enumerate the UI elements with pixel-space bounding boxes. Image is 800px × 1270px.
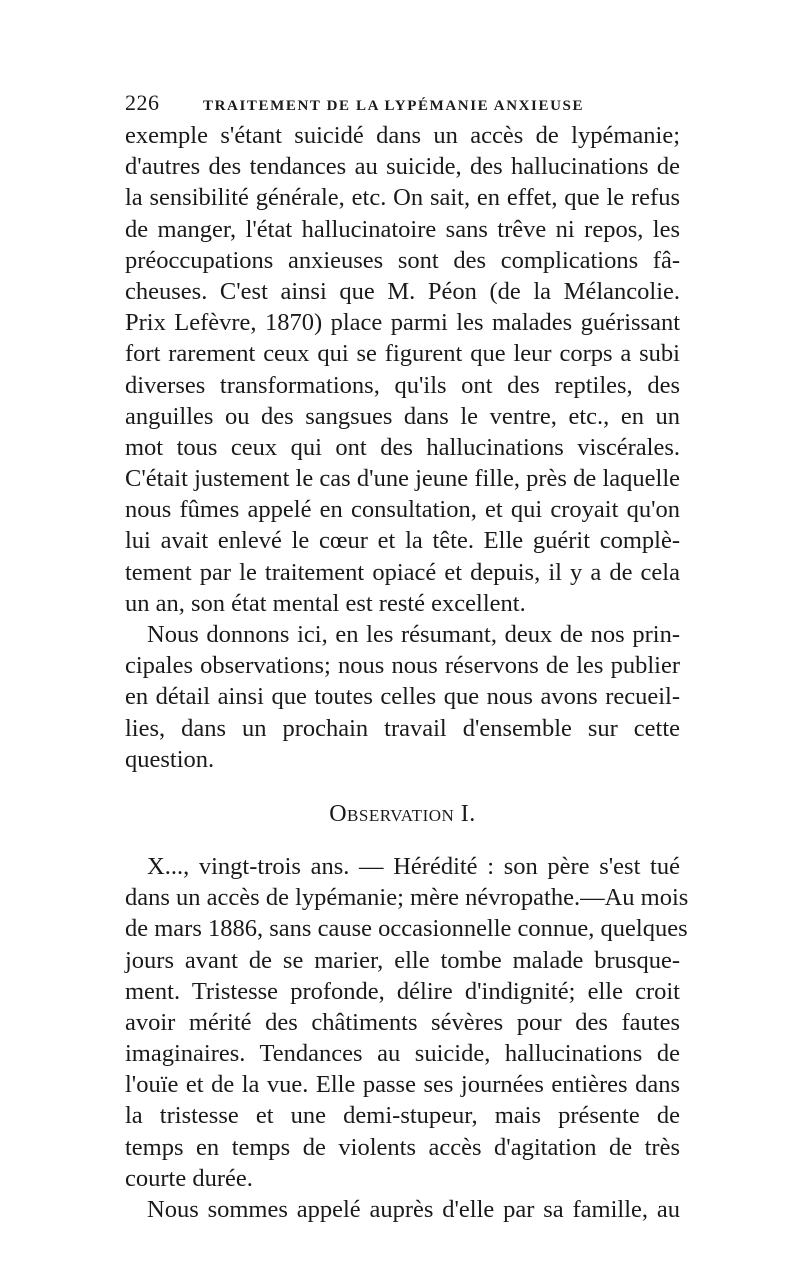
text-line: exemple s'étant suicidé dans un accès de lypémanie; [125, 122, 680, 149]
text-line: la tristesse et une demi-stupeur, mais présente de [125, 1102, 680, 1130]
paragraph-4 [125, 1194, 680, 1225]
book-page [125, 90, 689, 1225]
text-line: la sensibilité générale, etc. On sait, en effet, que le refus [125, 184, 680, 212]
text-line: lies, dans un prochain travail d'ensemble sur cette [125, 714, 680, 742]
observation-heading [125, 801, 680, 831]
text-line: Prix Lefèvre, 1870) place parmi les malades guérissant [125, 309, 680, 337]
text-line: préoccupations anxieuses sont des complications fâ- [125, 246, 680, 274]
text-line: nous fûmes appelé en consultation, et qui croyait qu'on [125, 496, 680, 524]
text-line: tement par le traitement opiacé et depuis, il y a de cela [125, 558, 680, 586]
text-line: cheuses. C'est ainsi que M. Péon (de la Mélancolie. [125, 277, 680, 305]
running-head [125, 90, 680, 120]
text-line: jours avant de se marier, elle tombe malade brusque- [125, 946, 680, 974]
observation-heading-text: Observation I. [329, 800, 476, 827]
text-line: d'autres des tendances au suicide, des hallucinations de [125, 153, 680, 181]
paragraph-1 [125, 120, 680, 619]
text-line: de mars 1886, sans cause occasionnelle connue, quelques [125, 915, 688, 943]
paragraph-3 [125, 851, 689, 1194]
text-line: cipales observations; nous nous réservons de les publier [125, 652, 680, 680]
text-line: en détail ainsi que toutes celles que nous avons recueil- [125, 683, 680, 711]
text-line: X..., vingt-trois ans. — Hérédité : son père s'est tué [147, 852, 680, 880]
text-line: un an, son état mental est resté excellent. [125, 589, 526, 617]
text-line: courte durée. [125, 1164, 253, 1192]
text-line: Nous sommes appelé auprès d'elle par sa famille, au [147, 1196, 680, 1223]
text-line: l'ouïe et de la vue. Elle passe ses journées entières dans [125, 1071, 680, 1099]
text-line: lui avait enlevé le cœur et la tête. Elle guérit complè- [125, 527, 680, 555]
text-line: ment. Tristesse profonde, délire d'indignité; elle croit [125, 977, 680, 1005]
text-line: dans un accès de lypémanie; mère névropathe.—Au mois [125, 884, 689, 912]
text-line: anguilles ou des sangsues dans le ventre, etc., en un [125, 402, 680, 430]
text-line: fort rarement ceux qui se figurent que leur corps a subi [125, 340, 680, 368]
text-line: mot tous ceux qui ont des hallucinations viscérales. [125, 433, 680, 461]
text-line: de manger, l'état hallucinatoire sans trêve ni repos, les [125, 215, 680, 243]
text-line: diverses transformations, qu'ils ont des reptiles, des [125, 371, 680, 399]
text-line: C'était justement le cas d'une jeune fille, près de laquelle [125, 465, 680, 493]
running-title: TRAITEMENT DE LA LYPÉMANIE ANXIEUSE [203, 98, 585, 114]
text-line: imaginaires. Tendances au suicide, hallucinations de [125, 1040, 680, 1068]
text-line: question. [125, 745, 215, 773]
paragraph-2 [125, 619, 680, 775]
text-line: temps en temps de violents accès d'agitation de très [125, 1133, 680, 1161]
text-line: Nous donnons ici, en les résumant, deux de nos prin- [147, 621, 680, 648]
text-line: avoir mérité des châtiments sévères pour des fautes [125, 1008, 680, 1036]
page-number: 226 [125, 90, 160, 115]
